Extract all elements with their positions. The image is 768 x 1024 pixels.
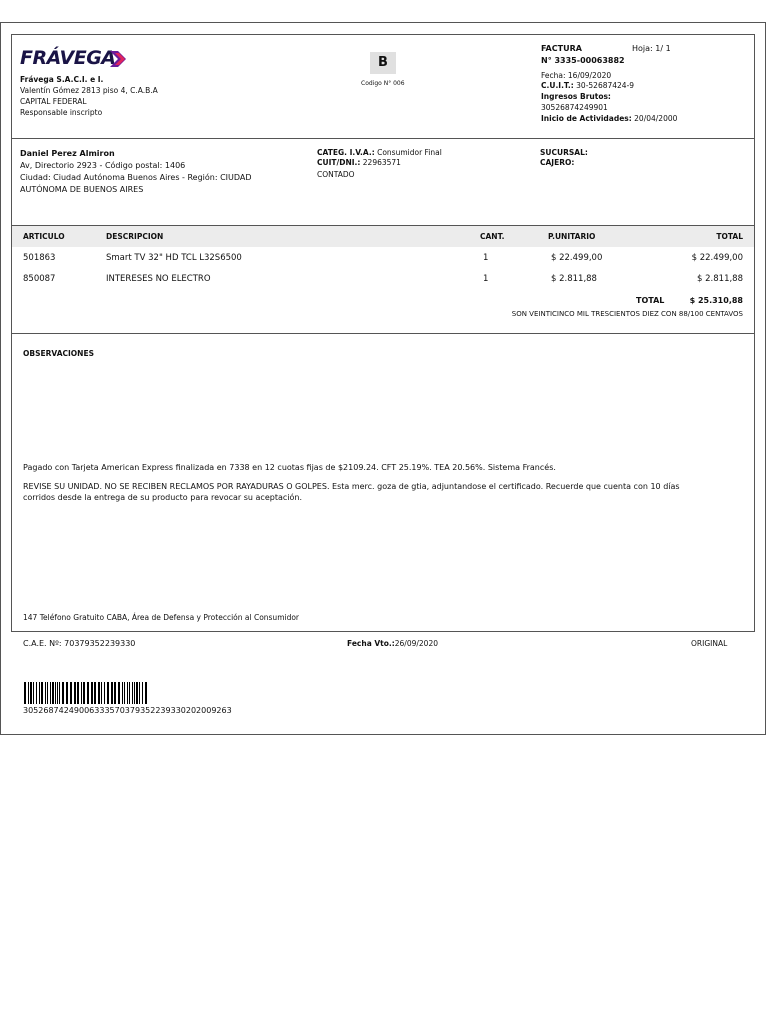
- customer-city-line1: Ciudad: Ciudad Autónoma Buenos Aires - Región: CIUDAD: [20, 173, 252, 182]
- barcode-bar: [57, 682, 58, 704]
- ingresos-value: 30526874249901: [541, 103, 608, 112]
- barcode-bar: [111, 682, 113, 704]
- barcode-bar: [59, 682, 60, 704]
- row-articulo: 850087: [23, 274, 56, 284]
- payment-type: CONTADO: [317, 170, 355, 179]
- customer-address: Av, Directorio 2923 - Código postal: 1406: [20, 161, 186, 170]
- sucursal-label: SUCURSAL:: [540, 148, 588, 157]
- row-unitario: $ 22.499,00: [551, 253, 603, 263]
- consumer-note: 147 Teléfono Gratuito CABA, Área de Defensa y Protección al Consumidor: [23, 613, 300, 622]
- total-value: $ 25.310,88: [689, 296, 743, 305]
- barcode-bar: [124, 682, 125, 704]
- barcode-bar: [94, 682, 96, 704]
- review-note-line2: corridos desde la entrega de su producto para revocar su aceptación.: [23, 493, 302, 502]
- barcode-bar: [81, 682, 82, 704]
- barcode-bar: [47, 682, 48, 704]
- ingresos-label: Ingresos Brutos:: [541, 92, 611, 101]
- barcode-bar: [101, 682, 102, 704]
- payment-note: Pagado con Tarjeta American Express finalizada en 7338 en 12 cuotas fijas de $2109.24. CFT 25.19%. TEA 20.56%. Sistema Francés.: [23, 463, 556, 472]
- barcode-bar: [28, 682, 29, 704]
- barcode-number: 30526874249006333570379352239330202009263: [23, 706, 232, 715]
- header-descripcion: DESCRIPCION: [106, 232, 164, 241]
- row-descripcion: Smart TV 32" HD TCL L32S6500: [106, 253, 242, 263]
- barcode-bar: [41, 682, 43, 704]
- header-articulo: ARTICULO: [23, 232, 65, 241]
- invoice-letter: B: [370, 52, 396, 74]
- invoice-type: FACTURA: [541, 44, 582, 53]
- row-descripcion: INTERESES NO ELECTRO: [106, 274, 211, 284]
- company-name: Frávega S.A.C.I. e I.: [20, 75, 104, 84]
- barcode-bar: [52, 682, 54, 704]
- barcode-bar: [98, 682, 100, 704]
- barcode-bar: [118, 682, 120, 704]
- row-cantidad: 1: [483, 274, 489, 284]
- barcode-bar: [142, 682, 143, 704]
- customer-city-line2: AUTÓNOMA DE BUENOS AIRES: [20, 185, 144, 194]
- barcode-bar: [104, 682, 105, 704]
- barcode-bar: [127, 682, 128, 704]
- row-articulo: 501863: [23, 253, 56, 263]
- barcode-bar: [132, 682, 133, 704]
- customer-dni: CUIT/DNI.: 22963571: [317, 158, 401, 167]
- barcode-bar: [55, 682, 56, 704]
- logo-chevron-icon: [110, 51, 128, 67]
- invoice-cuit: C.U.I.T.: 30-52687424-9: [541, 81, 635, 90]
- barcode-bar: [139, 682, 140, 704]
- inicio-actividades: Inicio de Actividades: 20/04/2000: [541, 114, 678, 123]
- barcode-bar: [74, 682, 76, 704]
- company-tax-status: Responsable inscripto: [20, 108, 103, 117]
- barcode-bar: [33, 682, 34, 704]
- barcode-bar: [134, 682, 135, 704]
- barcode-bar: [50, 682, 51, 704]
- barcode-bar: [114, 682, 116, 704]
- header-cantidad: CANT.: [480, 232, 505, 241]
- cae-number: C.A.E. Nº: 70379352239330: [23, 639, 136, 648]
- barcode-bar: [91, 682, 93, 704]
- header-unitario: P.UNITARIO: [548, 232, 596, 241]
- barcode-bar: [39, 682, 40, 704]
- invoice-page: Hoja: 1/ 1: [632, 44, 671, 53]
- invoice-number: N° 3335-00063882: [541, 56, 625, 65]
- company-address: Valentín Gómez 2813 piso 4, C.A.B.A: [20, 86, 158, 95]
- barcode-bar: [30, 682, 32, 704]
- barcode-bar: [24, 682, 26, 704]
- barcode-bar: [83, 682, 85, 704]
- row-total: $ 2.811,88: [697, 274, 743, 284]
- barcode-bar: [70, 682, 72, 704]
- copy-type: ORIGINAL: [691, 639, 728, 648]
- barcode-bar: [136, 682, 138, 704]
- barcode-bar: [36, 682, 37, 704]
- total-label: TOTAL: [636, 296, 665, 305]
- company-logo: [20, 47, 116, 69]
- row-unitario: $ 2.811,88: [551, 274, 597, 284]
- observaciones-title: OBSERVACIONES: [23, 349, 94, 358]
- customer-iva: CATEG. I.V.A.: Consumidor Final: [317, 148, 442, 157]
- row-cantidad: 1: [483, 253, 489, 263]
- codigo-number: Codigo N° 006: [361, 80, 405, 87]
- review-note-line1: REVISE SU UNIDAD. NO SE RECIBEN RECLAMOS POR RAYADURAS O GOLPES. Esta merc. goza de gtia, adjuntandose el certificado. Recuerde que cuenta con 10 días: [23, 482, 680, 491]
- barcode-bar: [62, 682, 64, 704]
- barcode-bar: [107, 682, 109, 704]
- barcode: [24, 682, 186, 704]
- divider: [11, 138, 755, 139]
- barcode-bar: [122, 682, 123, 704]
- barcode-bar: [77, 682, 79, 704]
- total-in-words: SON VEINTICINCO MIL TRESCIENTOS DIEZ CON 88/100 CENTAVOS: [511, 310, 743, 318]
- barcode-bar: [87, 682, 89, 704]
- header-total: TOTAL: [716, 232, 743, 241]
- barcode-bar: [145, 682, 147, 704]
- company-city: CAPITAL FEDERAL: [20, 97, 87, 106]
- barcode-bar: [129, 682, 130, 704]
- barcode-bar: [66, 682, 68, 704]
- cajero-label: CAJERO:: [540, 158, 575, 167]
- row-total: $ 22.499,00: [691, 253, 743, 263]
- fecha-vencimiento: Fecha Vto.:26/09/2020: [347, 639, 438, 648]
- barcode-bar: [45, 682, 46, 704]
- customer-name: Daniel Perez Almiron: [20, 149, 115, 158]
- divider: [11, 333, 755, 334]
- invoice-date: Fecha: 16/09/2020: [541, 71, 612, 80]
- logo-wordmark: FRÁVEGA: [20, 47, 116, 69]
